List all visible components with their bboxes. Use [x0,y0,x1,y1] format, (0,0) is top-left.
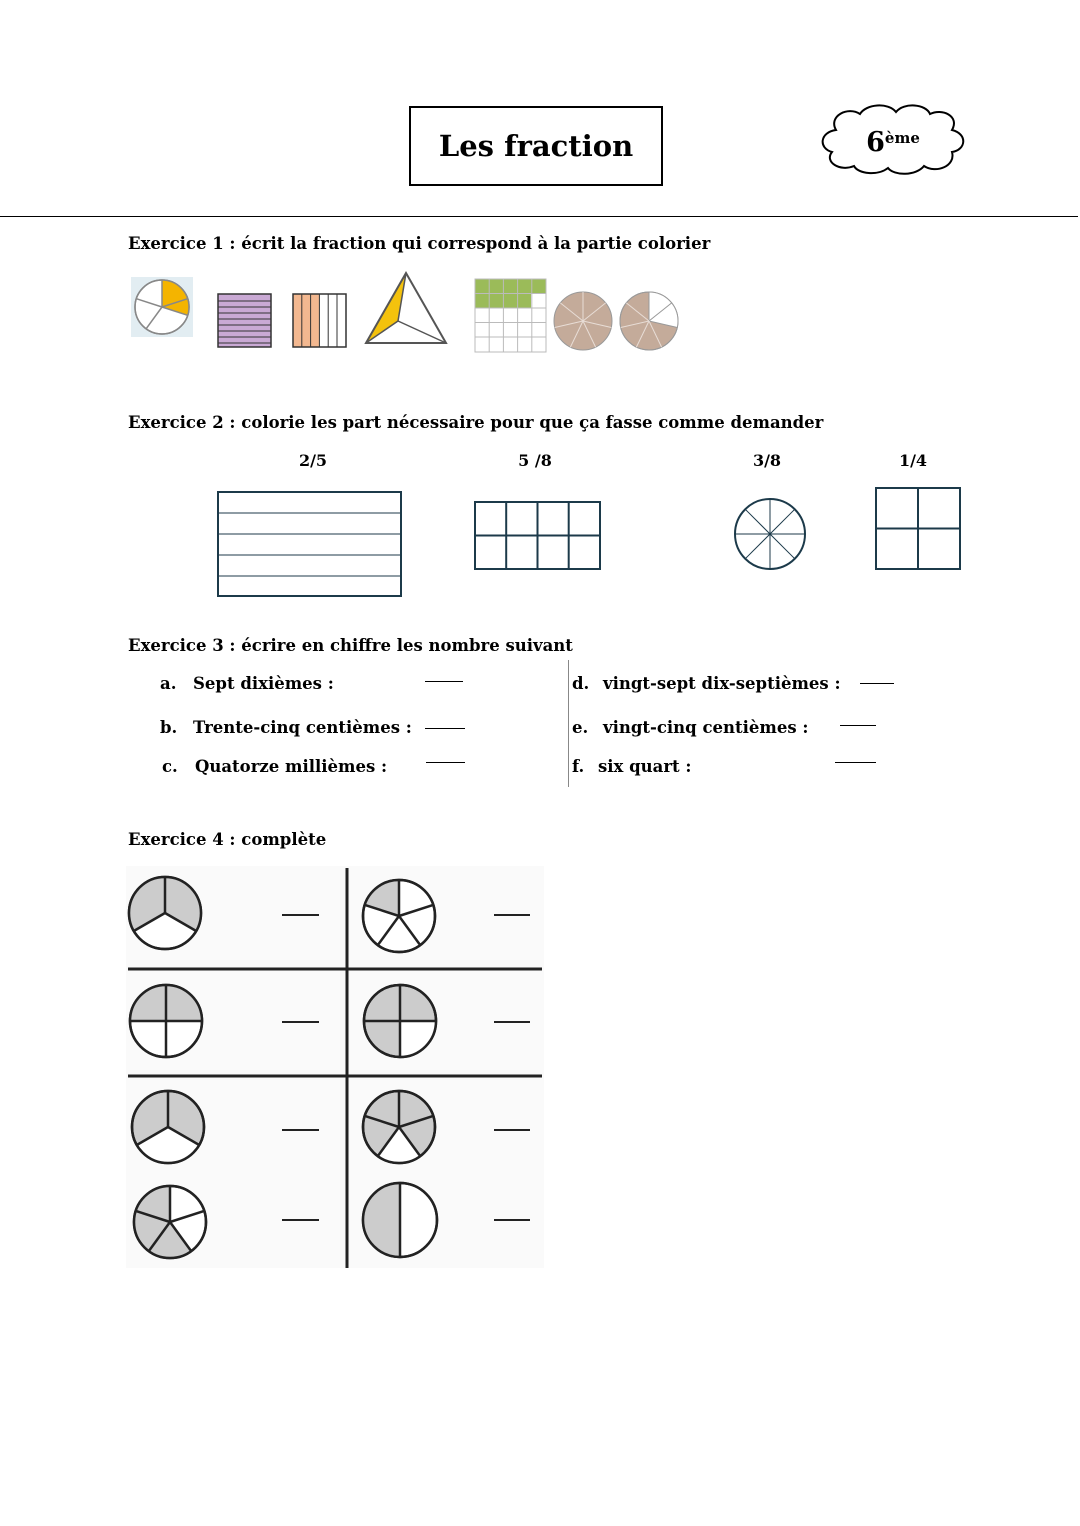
ex2-fraction-label: 3/8 [752,451,782,470]
item-text: six quart : [598,757,692,776]
grade-number: 6 [866,126,885,158]
grade-suffix: ème [884,129,920,147]
ex1-striped-rectangle [217,293,272,348]
header-divider [0,216,1078,217]
ex1-vertical-bars [292,293,348,348]
ex4-pie-quarters [364,985,436,1057]
item-letter: b. [160,718,178,737]
ex3-item-f [572,757,692,776]
ex1-pie-five-parts [131,277,195,339]
ex1-triangle [364,271,448,347]
item-text: Quatorze millièmes : [195,757,388,776]
ex3-item-d [572,674,841,693]
answer-blank[interactable] [426,762,465,763]
ex2-square-four-parts[interactable] [875,487,962,571]
ex2-pie-eight-parts[interactable] [733,498,809,572]
ex1-pie-seven-partial [618,290,680,352]
ex2-fraction-label: 2/5 [298,451,328,470]
ex4-pie-fifths [134,1186,206,1258]
ex4-pie-thirds [129,877,201,949]
exercise-3-title: Exercice 3 : écrire en chiffre les nombre suivant [128,636,573,655]
item-letter: f. [572,757,585,776]
ex2-rectangle-five-strips[interactable] [217,491,403,599]
ex3-item-e [572,718,808,737]
item-text: Sept dixièmes : [193,674,334,693]
ex4-pie-thirds [132,1091,204,1163]
answer-blank[interactable] [840,725,876,726]
ex1-pie-seven-full [552,290,614,352]
item-text: vingt-sept dix-septièmes : [603,674,841,693]
ex3-item-c [162,757,387,776]
item-text: Trente-cinq centièmes : [193,718,412,737]
item-letter: e. [572,718,589,737]
exercise-1-title: Exercice 1 : écrit la fraction qui correspond à la partie colorier [128,234,711,253]
page-title: Les fraction [409,106,663,186]
ex2-fraction-label: 1/4 [898,451,928,470]
ex4-pie-halves [363,1183,437,1257]
exercise-2-title: Exercice 2 : colorie les part nécessaire pour que ça fasse comme demander [128,413,824,432]
ex2-fraction-label: 5 /8 [518,451,552,470]
ex4-table [126,866,546,1270]
answer-blank[interactable] [425,728,465,729]
item-letter: a. [160,674,177,693]
item-text: vingt-cinq centièmes : [603,718,809,737]
ex4-pie-fifths [363,1091,435,1163]
ex4-pie-fifths [363,880,435,952]
ex2-grid-eight-cells[interactable] [474,501,602,571]
item-letter: c. [162,757,178,776]
ex1-grid [474,278,548,354]
answer-blank[interactable] [425,681,463,682]
item-letter: d. [572,674,590,693]
exercise-4-title: Exercice 4 : complète [128,830,327,849]
grade-label [848,120,938,164]
answer-blank[interactable] [860,683,894,684]
answer-blank[interactable] [835,762,876,763]
ex4-pie-quarters [130,985,202,1057]
ex3-column-separator [568,660,569,787]
ex3-item-b [160,718,412,737]
ex3-item-a [160,674,334,693]
